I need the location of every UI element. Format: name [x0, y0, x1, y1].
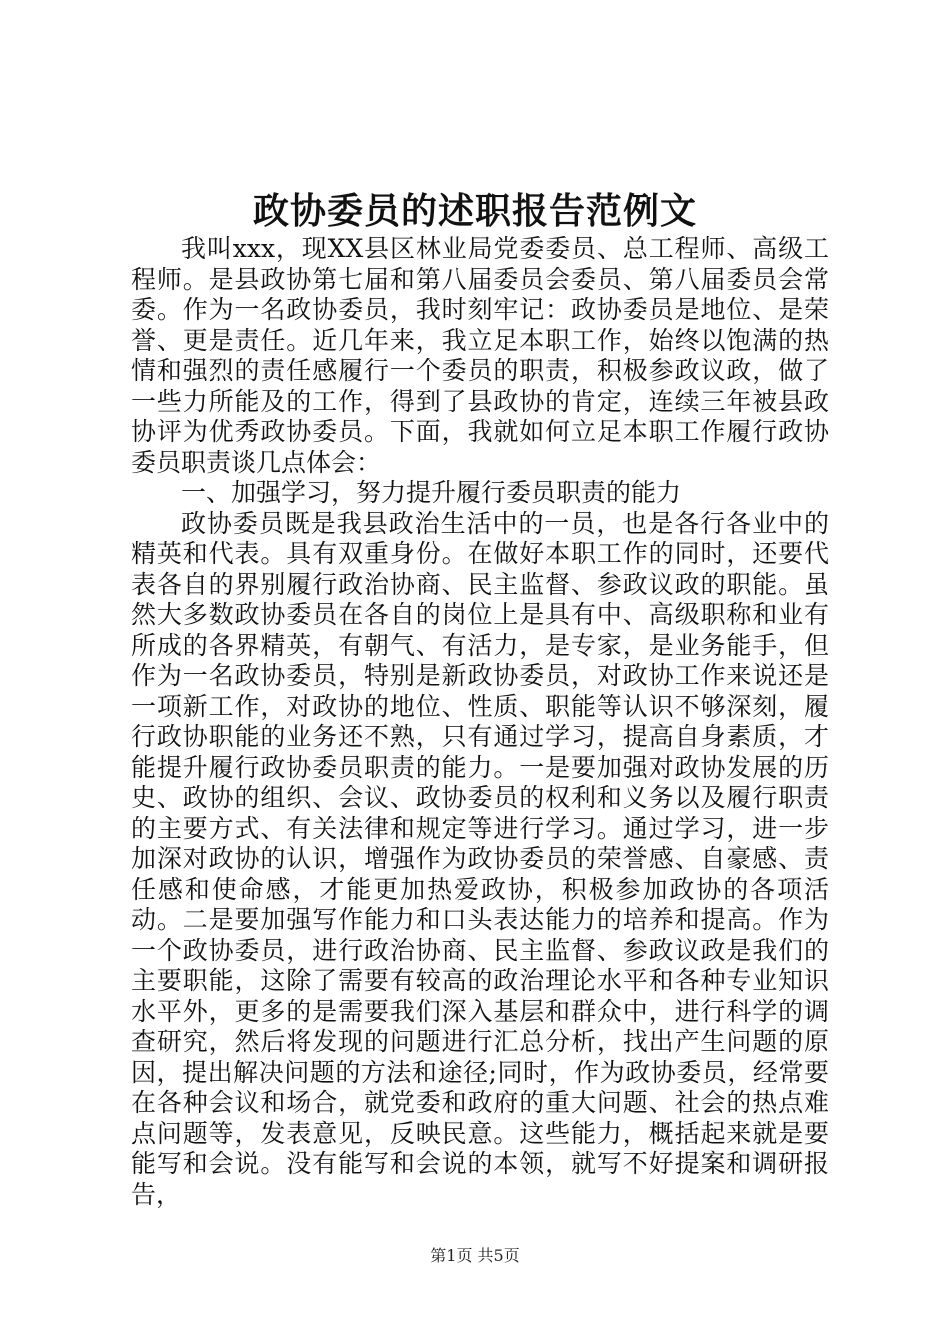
page-footer: 第1页 共5页: [430, 1246, 520, 1265]
paragraph-intro: 我叫xxx，现XX县区林业局党委委员、总工程师、高级工程师。是县政协第七届和第八届委员会委员、第八届委员会常委。作为一名政协委员，我时刻牢记：政协委员是地位、是荣誉、更是责任。近几年来，我立足本职工作，始终以饱满的热情和强烈的责任感履行一个委员的职责，积极参政议政，做了一些力所能及的工作，得到了县政协的肯定，连续三年被县政协评为优秀政协委员。下面，我就如何立足本职工作履行政协委员职责谈几点体会：: [131, 234, 829, 477]
paragraph-section-1: 政协委员既是我县政治生活中的一员，也是各行各业中的精英和代表。具有双重身份。在做好本职工作的同时，还要代表各自的界别履行政治协商、民主监督、参政议政的职能。虽然大多数政协委员在各自的岗位上是具有中、高级职称和业有所成的各界精英，有朝气、有活力，是专家，是业务能手，但作为一名政协委员，特别是新政协委员，对政协工作来说还是一项新工作，对政协的地位、性质、职能等认识不够深刻，履行政协职能的业务还不熟，只有通过学习，提高自身素质，才能提升履行政协委员职责的能力。一是要加强对政协发展的历史、政协的组织、会议、政协委员的权利和义务以及履行职责的主要方式、有关法律和规定等进行学习。通过学习，进一步加深对政协的认识，增强作为政协委员的荣誉感、自豪感、责任感和使命感，才能更加热爱政协，积极参加政协的各项活动。二是要加强写作能力和口头表达能力的培养和提高。作为一个政协委员，进行政治协商、民主监督、参政议政是我们的主要职能，这除了需要有较高的政治理论水平和各种专业知识水平外，更多的是需要我们深入基层和群众中，进行科学的调查研究，然后将发现的问题进行汇总分析，找出产生问题的原因，提出解决问题的方法和途径;同时，作为政协委员，经常要在各种会议和场合，就党委和政府的重大问题、社会的热点难点问题等，发表意见，反映民意。这些能力，概括起来就是要能写和会说。没有能写和会说的本领，就写不好提案和调研报告，: [131, 508, 829, 1209]
section-heading-1: 一、加强学习，努力提升履行委员职责的能力: [181, 478, 682, 507]
document-title: 政协委员的述职报告范例文: [252, 190, 697, 232]
document-body: [131, 234, 829, 1210]
